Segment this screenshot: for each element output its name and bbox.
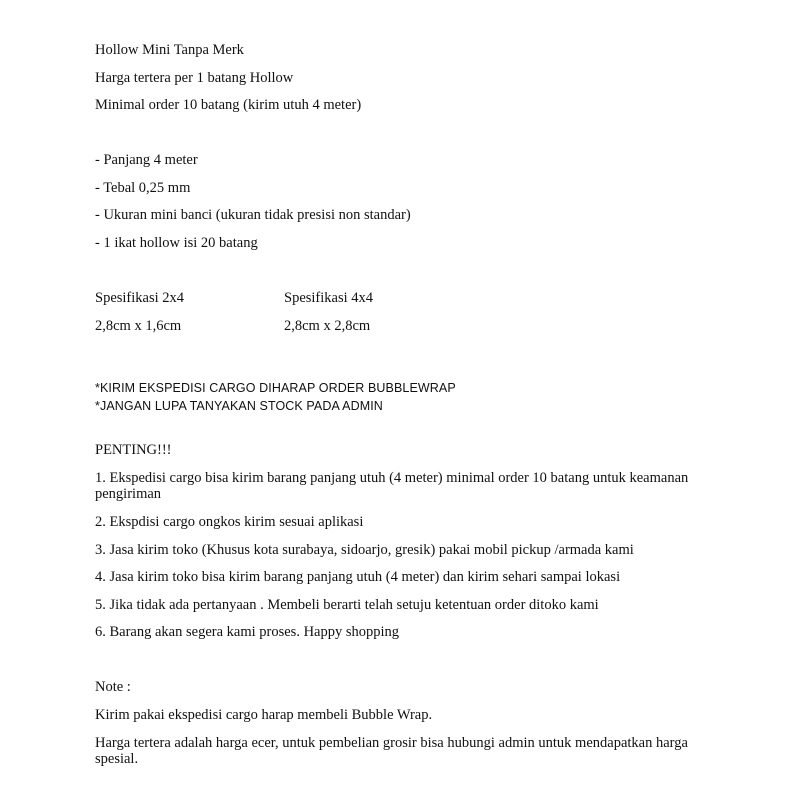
product-title: Hollow Mini Tanpa Merk <box>95 42 244 58</box>
price-note: Harga tertera per 1 batang Hollow <box>95 70 294 86</box>
note-line: Kirim pakai ekspedisi cargo harap membeli Bubble Wrap. <box>95 707 433 723</box>
notice-stock: *JANGAN LUPA TANYAKAN STOCK PADA ADMIN <box>95 399 383 413</box>
important-heading: PENTING!!! <box>95 442 172 458</box>
important-item: 4. Jasa kirim toko bisa kirim barang panjang utuh (4 meter) dan kirim sehari sampai lokasi <box>95 569 621 585</box>
spec-item: - Panjang 4 meter <box>95 152 198 168</box>
spec-2x4-title: Spesifikasi 2x4 <box>95 290 185 306</box>
note-line: Harga tertera adalah harga ecer, untuk pembelian grosir bisa hubungi admin untuk mendapatkan harga spesial. <box>95 735 688 767</box>
spec-item: - Ukuran mini banci (ukuran tidak presisi non standar) <box>95 207 411 223</box>
important-item: 6. Barang akan segera kami proses. Happy shopping <box>95 624 400 640</box>
important-item: 1. Ekspedisi cargo bisa kirim barang panjang utuh (4 meter) minimal order 10 batang untuk keamanan pengiriman <box>95 470 689 502</box>
min-order-note: Minimal order 10 batang (kirim utuh 4 meter) <box>95 97 362 113</box>
spec-2x4-value: 2,8cm x 1,6cm <box>95 318 182 334</box>
spec-4x4-title: Spesifikasi 4x4 <box>284 290 374 306</box>
spec-item: - Tebal 0,25 mm <box>95 180 191 196</box>
notice-bubblewrap: *KIRIM EKSPEDISI CARGO DIHARAP ORDER BUBBLEWRAP <box>95 381 456 395</box>
spec-item: - 1 ikat hollow isi 20 batang <box>95 235 258 251</box>
important-item: 5. Jika tidak ada pertanyaan . Membeli berarti telah setuju ketentuan order ditoko kami <box>95 597 599 613</box>
spec-4x4-value: 2,8cm x 2,8cm <box>284 318 371 334</box>
note-heading: Note : <box>95 679 131 695</box>
important-item: 3. Jasa kirim toko (Khusus kota surabaya, sidoarjo, gresik) pakai mobil pickup /armada kami <box>95 542 634 558</box>
important-item: 2. Ekspdisi cargo ongkos kirim sesuai aplikasi <box>95 514 364 530</box>
